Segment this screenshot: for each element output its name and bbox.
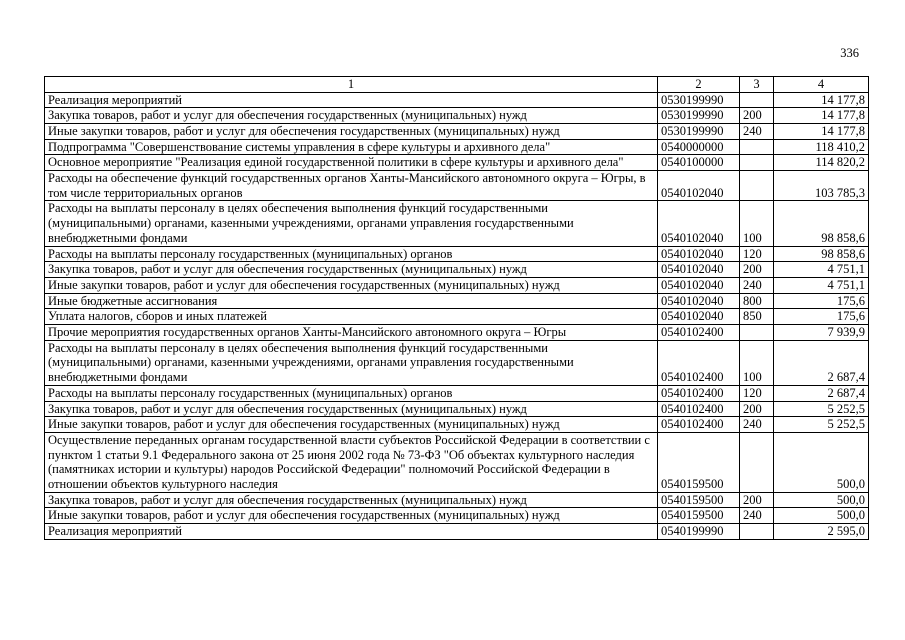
table-header-row xyxy=(45,77,869,93)
table-row xyxy=(45,417,869,433)
row-vr-cell: 240 xyxy=(740,417,774,433)
table-row xyxy=(45,246,869,262)
row-amount-cell: 14 177,8 xyxy=(774,108,869,124)
row-name-cell: Иные закупки товаров, работ и услуг для обеспечения государственных (муниципальных) нужд xyxy=(45,123,658,139)
table-row xyxy=(45,325,869,341)
row-name-cell: Закупка товаров, работ и услуг для обеспечения государственных (муниципальных) нужд xyxy=(45,108,658,124)
row-amount-cell: 98 858,6 xyxy=(774,246,869,262)
row-vr-cell: 120 xyxy=(740,246,774,262)
table-row xyxy=(45,123,869,139)
row-amount-cell: 175,6 xyxy=(774,309,869,325)
row-name-cell: Иные закупки товаров, работ и услуг для обеспечения государственных (муниципальных) нужд xyxy=(45,277,658,293)
table-row xyxy=(45,492,869,508)
row-amount-cell: 14 177,8 xyxy=(774,92,869,108)
row-vr-cell xyxy=(740,155,774,171)
table-row xyxy=(45,262,869,278)
table-row xyxy=(45,432,869,492)
table-row xyxy=(45,155,869,171)
row-vr-cell: 850 xyxy=(740,309,774,325)
page-number: 336 xyxy=(840,46,859,60)
row-code-cell: 0540102040 xyxy=(658,309,740,325)
header-cell-amount: 4 xyxy=(774,77,869,93)
row-vr-cell xyxy=(740,139,774,155)
row-name-cell: Расходы на выплаты персоналу в целях обеспечения выполнения функций государственными (муниципальными) органами, казенными учреждениями, органами управления государственными внебюджетными фондами xyxy=(45,201,658,246)
row-code-cell: 0540102040 xyxy=(658,201,740,246)
row-name-cell: Подпрограмма "Совершенствование системы управления в сфере культуры и архивного дела" xyxy=(45,139,658,155)
table-row xyxy=(45,108,869,124)
row-amount-cell: 7 939,9 xyxy=(774,325,869,341)
row-code-cell: 0540102040 xyxy=(658,277,740,293)
budget-table xyxy=(44,76,869,540)
row-name-cell: Расходы на обеспечение функций государственных органов Ханты-Мансийского автономного округа – Югры, в том числе территориальных органов xyxy=(45,171,658,201)
row-vr-cell: 120 xyxy=(740,385,774,401)
row-vr-cell: 200 xyxy=(740,262,774,278)
row-amount-cell: 5 252,5 xyxy=(774,401,869,417)
row-code-cell: 0540102400 xyxy=(658,340,740,385)
row-amount-cell: 2 687,4 xyxy=(774,385,869,401)
row-code-cell: 0530199990 xyxy=(658,108,740,124)
row-code-cell: 0540159500 xyxy=(658,432,740,492)
row-name-cell: Закупка товаров, работ и услуг для обеспечения государственных (муниципальных) нужд xyxy=(45,492,658,508)
row-code-cell: 0530199990 xyxy=(658,92,740,108)
row-vr-cell xyxy=(740,432,774,492)
row-name-cell: Уплата налогов, сборов и иных платежей xyxy=(45,309,658,325)
row-vr-cell: 200 xyxy=(740,492,774,508)
table-row xyxy=(45,171,869,201)
row-name-cell: Закупка товаров, работ и услуг для обеспечения государственных (муниципальных) нужд xyxy=(45,262,658,278)
table-row xyxy=(45,201,869,246)
row-amount-cell: 4 751,1 xyxy=(774,277,869,293)
row-name-cell: Прочие мероприятия государственных органов Ханты-Мансийского автономного округа – Югры xyxy=(45,325,658,341)
row-vr-cell: 200 xyxy=(740,401,774,417)
table-row xyxy=(45,340,869,385)
row-amount-cell: 114 820,2 xyxy=(774,155,869,171)
row-name-cell: Иные закупки товаров, работ и услуг для обеспечения государственных (муниципальных) нужд xyxy=(45,417,658,433)
row-amount-cell: 500,0 xyxy=(774,492,869,508)
row-amount-cell: 2 687,4 xyxy=(774,340,869,385)
row-name-cell: Иные бюджетные ассигнования xyxy=(45,293,658,309)
table-row xyxy=(45,524,869,540)
header-cell-code: 2 xyxy=(658,77,740,93)
row-amount-cell: 500,0 xyxy=(774,432,869,492)
row-vr-cell: 240 xyxy=(740,277,774,293)
row-name-cell: Закупка товаров, работ и услуг для обеспечения государственных (муниципальных) нужд xyxy=(45,401,658,417)
row-name-cell: Реализация мероприятий xyxy=(45,92,658,108)
row-amount-cell: 175,6 xyxy=(774,293,869,309)
table-row xyxy=(45,293,869,309)
row-vr-cell: 100 xyxy=(740,201,774,246)
row-vr-cell xyxy=(740,92,774,108)
row-amount-cell: 118 410,2 xyxy=(774,139,869,155)
row-vr-cell xyxy=(740,524,774,540)
row-vr-cell: 800 xyxy=(740,293,774,309)
row-vr-cell: 200 xyxy=(740,108,774,124)
row-amount-cell: 500,0 xyxy=(774,508,869,524)
row-name-cell: Расходы на выплаты персоналу государственных (муниципальных) органов xyxy=(45,385,658,401)
row-code-cell: 0540159500 xyxy=(658,492,740,508)
row-amount-cell: 5 252,5 xyxy=(774,417,869,433)
row-amount-cell: 103 785,3 xyxy=(774,171,869,201)
row-name-cell: Основное мероприятие "Реализация единой государственной политики в сфере культуры и архивного дела" xyxy=(45,155,658,171)
header-cell-vr: 3 xyxy=(740,77,774,93)
table-row xyxy=(45,401,869,417)
row-name-cell: Расходы на выплаты персоналу государственных (муниципальных) органов xyxy=(45,246,658,262)
row-name-cell: Осуществление переданных органам государственной власти субъектов Российской Федерации в соответствии с пунктом 1 статьи 9.1 Федерального закона от 25 июня 2002 года № 73-ФЗ "Об объектах культурного наследия (памятниках истории и культуры) народов Российской Федерации" полномочий Российской Федерации в отношении объектов культурного наследия xyxy=(45,432,658,492)
table-row xyxy=(45,385,869,401)
table-row xyxy=(45,139,869,155)
row-name-cell: Расходы на выплаты персоналу в целях обеспечения выполнения функций государственными (муниципальными) органами, казенными учреждениями, органами управления государственными внебюджетными фондами xyxy=(45,340,658,385)
row-vr-cell xyxy=(740,171,774,201)
row-code-cell: 0540102040 xyxy=(658,171,740,201)
row-code-cell: 0540159500 xyxy=(658,508,740,524)
row-code-cell: 0540102400 xyxy=(658,401,740,417)
row-name-cell: Реализация мероприятий xyxy=(45,524,658,540)
row-name-cell: Иные закупки товаров, работ и услуг для обеспечения государственных (муниципальных) нужд xyxy=(45,508,658,524)
row-vr-cell: 240 xyxy=(740,508,774,524)
table-row xyxy=(45,309,869,325)
row-vr-cell: 240 xyxy=(740,123,774,139)
table-row xyxy=(45,508,869,524)
budget-table-body xyxy=(45,77,869,540)
row-amount-cell: 14 177,8 xyxy=(774,123,869,139)
row-code-cell: 0540102400 xyxy=(658,325,740,341)
table-row xyxy=(45,92,869,108)
row-code-cell: 0540000000 xyxy=(658,139,740,155)
row-code-cell: 0540102040 xyxy=(658,293,740,309)
header-cell-name: 1 xyxy=(45,77,658,93)
row-code-cell: 0540102400 xyxy=(658,385,740,401)
row-code-cell: 0540199990 xyxy=(658,524,740,540)
row-amount-cell: 98 858,6 xyxy=(774,201,869,246)
row-amount-cell: 4 751,1 xyxy=(774,262,869,278)
row-vr-cell: 100 xyxy=(740,340,774,385)
row-vr-cell xyxy=(740,325,774,341)
row-code-cell: 0540102400 xyxy=(658,417,740,433)
row-code-cell: 0540102040 xyxy=(658,246,740,262)
row-code-cell: 0540100000 xyxy=(658,155,740,171)
row-code-cell: 0540102040 xyxy=(658,262,740,278)
row-amount-cell: 2 595,0 xyxy=(774,524,869,540)
row-code-cell: 0530199990 xyxy=(658,123,740,139)
table-row xyxy=(45,277,869,293)
